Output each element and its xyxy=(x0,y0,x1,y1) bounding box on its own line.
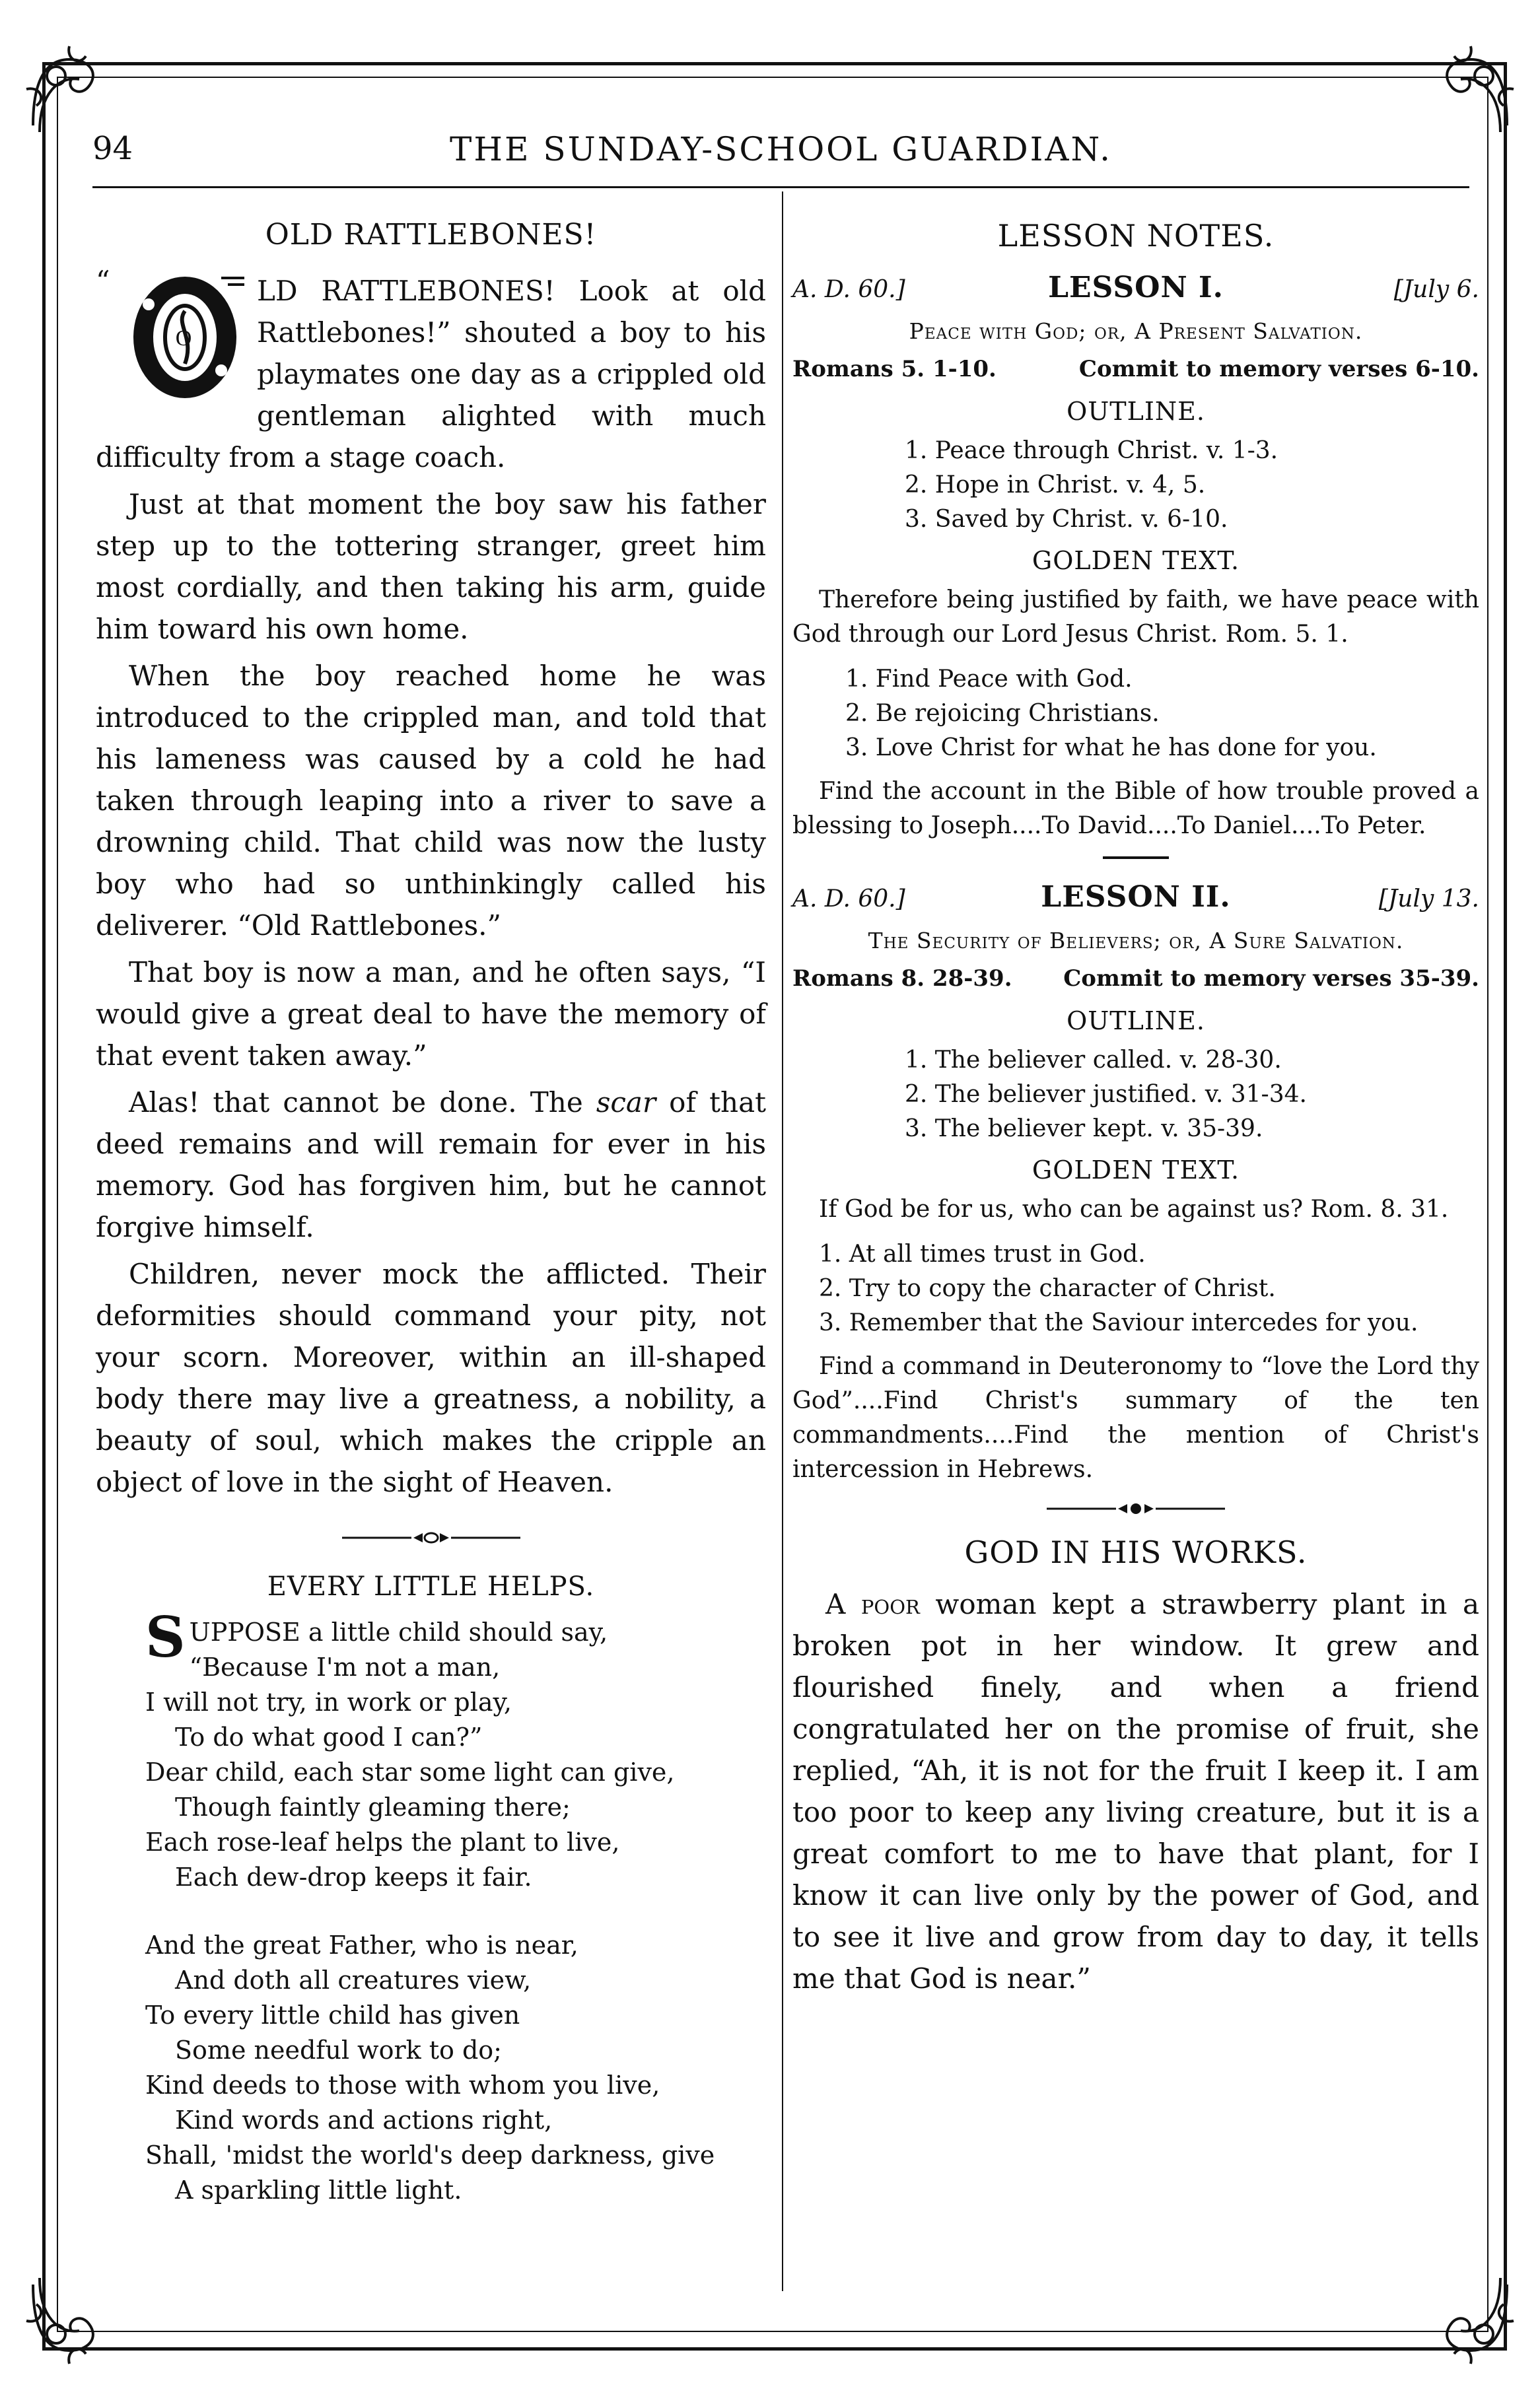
header-rule xyxy=(92,186,1469,188)
exercise-text: Find a command in Deuteronomy to “love the Lord thy God”....Find Christ's summary of the ten commandments....Find the mention of Christ's intercession in Hebrews. xyxy=(792,1353,1479,1483)
list-item: 3. Saved by Christ. v. 6-10. xyxy=(905,506,1228,533)
outline-heading: OUTLINE. xyxy=(1067,1006,1205,1035)
dropcap-o-icon xyxy=(122,265,248,403)
list-item: 2. Try to copy the character of Christ. xyxy=(819,1275,1276,1302)
corner-ornament-icon xyxy=(1421,2271,1520,2370)
running-title: THE SUNDAY-SCHOOL GUARDIAN. xyxy=(450,130,1112,168)
opening-quote: “ xyxy=(96,265,110,297)
dropcap-letter: O xyxy=(175,326,192,351)
poem-line: Dear child, each star some light can give, xyxy=(145,1758,675,1787)
section-divider-ornament-icon xyxy=(342,1528,520,1548)
works-paragraph: A poor woman kept a strawberry plant in a broken pot in her window. It grew and flourished finely, and when a friend congratulated her on the promise of fruit, she replied, “Ah, it is not for the fruit I keep it. I am too poor to keep any living creature, but it is a great comfort to me to have that plant, for I know it can live only by the power of God, and to see it live and grow from day to day, it tells me that God is near.” xyxy=(792,1588,1479,1995)
lesson-date-right: [July 6. xyxy=(1393,276,1479,303)
poem-line: To do what good I can?” xyxy=(175,1723,483,1752)
outline-list xyxy=(792,434,1479,537)
lesson-reference-line xyxy=(792,965,1479,998)
story-paragraph: Just at that moment the boy saw his father step up to the tottering stranger, greet him most cordially, and then taking his arm, guide him toward his own home. xyxy=(96,488,766,645)
list-item: 1. At all times trust in God. xyxy=(819,1241,1146,1268)
poem-line: Kind deeds to those with whom you live, xyxy=(145,2071,660,2100)
golden-text: Therefore being justified by faith, we have peace with God through our Lord Jesus Christ. Rom. 5. 1. xyxy=(792,586,1479,648)
outline-heading: OUTLINE. xyxy=(1067,397,1205,426)
list-item: 2. The believer justified. v. 31-34. xyxy=(905,1081,1307,1108)
lesson-notes-title: LESSON NOTES. xyxy=(997,218,1275,254)
golden-text-heading: GOLDEN TEXT. xyxy=(1032,1155,1240,1185)
scripture-reference: Romans 8. 28-39. xyxy=(792,965,1012,992)
page-header xyxy=(92,122,1469,182)
lesson-subtitle: Peace with God; or, A Present Salvation. xyxy=(909,318,1363,344)
memory-verses: Commit to memory verses 6-10. xyxy=(1078,356,1479,382)
lesson-date-right: [July 13. xyxy=(1378,885,1479,912)
poem-line: SUPPOSE a little child should say, xyxy=(145,1604,608,1670)
list-item: 3. Remember that the Saviour intercedes for you. xyxy=(819,1309,1418,1336)
poem-line: Kind words and actions right, xyxy=(175,2106,553,2135)
poem-line: Each rose-leaf helps the plant to live, xyxy=(145,1828,620,1857)
section-divider-ornament-icon xyxy=(1047,1499,1225,1519)
poem-line: And the great Father, who is near, xyxy=(145,1931,578,1960)
list-item: 2. Be rejoicing Christians. xyxy=(845,700,1160,727)
scripture-reference: Romans 5. 1-10. xyxy=(792,356,997,382)
poem-line: Each dew-drop keeps it fair. xyxy=(175,1863,532,1892)
poem-line: “Because I'm not a man, xyxy=(189,1653,501,1682)
lesson-subtitle: The Security of Believers; or, A Sure Salvation. xyxy=(868,928,1404,953)
story-paragraph: Children, never mock the afflicted. Their deformities should command your pity, not your scorn. Moreover, within an ill-shaped body there may live a greatness, a nobility, a beauty of soul, which makes the cripple an object of love in the sight of Heaven. xyxy=(96,1258,766,1498)
right-column xyxy=(792,218,1479,1999)
list-item: 1. Peace through Christ. v. 1-3. xyxy=(905,437,1278,464)
list-item: 1. The believer called. v. 28-30. xyxy=(905,1047,1282,1074)
poem-line: To every little child has given xyxy=(145,2001,520,2030)
poem-line: Though faintly gleaming there; xyxy=(175,1793,571,1822)
list-item: 3. Love Christ for what he has done for you. xyxy=(845,734,1377,761)
exercise-text: Find the account in the Bible of how trouble proved a blessing to Joseph....To David....To Daniel....To Peter. xyxy=(792,778,1479,839)
story-body xyxy=(96,265,766,1503)
memory-verses: Commit to memory verses 35-39. xyxy=(1063,965,1479,992)
lesson-date-left: A. D. 60.] xyxy=(792,276,905,303)
lesson-date-left: A. D. 60.] xyxy=(792,885,905,912)
page-number: 94 xyxy=(92,130,133,167)
golden-text: If God be for us, who can be against us? Rom. 8. 31. xyxy=(819,1196,1449,1223)
list-item: 1. Find Peace with God. xyxy=(845,666,1133,693)
poem-line: I will not try, in work or play, xyxy=(145,1688,512,1717)
outline-list xyxy=(792,1043,1479,1146)
golden-text-heading: GOLDEN TEXT. xyxy=(1032,546,1240,575)
story-title: OLD RATTLEBONES! xyxy=(265,218,597,252)
lesson-heading xyxy=(792,876,1479,922)
story-paragraph: When the boy reached home he was introduced to the crippled man, and told that his lameness was caused by a cold he had taken through leaping into a river to save a drowning child. That child was now the lusty boy who had so unthinkingly called his deliverer. “Old Rattlebones.” xyxy=(96,660,766,942)
left-column xyxy=(96,218,766,2208)
lesson-title: LESSON I. xyxy=(1048,271,1224,304)
column-divider xyxy=(782,191,783,2291)
works-title: GOD IN HIS WORKS. xyxy=(964,1534,1308,1570)
corner-ornament-icon xyxy=(20,2271,119,2370)
application-list xyxy=(792,1237,1479,1340)
poem-line: Shall, 'midst the world's deep darkness, give xyxy=(145,2141,715,2170)
poem xyxy=(145,1604,766,2208)
story-paragraph: Alas! that cannot be done. The scar of that deed remains and will remain for ever in his memory. God has forgiven him, but he cannot forgive himself. xyxy=(96,1086,766,1243)
poem-title: EVERY LITTLE HELPS. xyxy=(267,1571,595,1602)
poem-line: And doth all creatures view, xyxy=(175,1966,532,1995)
story-paragraph: LD RATTLEBONES! Look at old Rattlebones!” shouted a boy to his playmates one day as a crippled old gentleman alighted with much difficulty from a stage coach. xyxy=(96,275,766,473)
lesson-title: LESSON II. xyxy=(1041,880,1231,914)
lesson-heading xyxy=(792,267,1479,313)
poem-initial: S xyxy=(145,1604,186,1670)
list-item: 3. The believer kept. v. 35-39. xyxy=(905,1115,1263,1142)
poem-line: Some needful work to do; xyxy=(175,2036,502,2065)
poem-line: A sparkling little light. xyxy=(175,2176,462,2205)
list-item: 2. Hope in Christ. v. 4, 5. xyxy=(905,471,1206,499)
lesson-reference-line xyxy=(792,356,1479,389)
story-paragraph: That boy is now a man, and he often says, “I would give a great deal to have the memory of that event taken away.” xyxy=(96,956,766,1072)
lesson-separator xyxy=(1103,856,1169,859)
application-list xyxy=(792,662,1479,765)
